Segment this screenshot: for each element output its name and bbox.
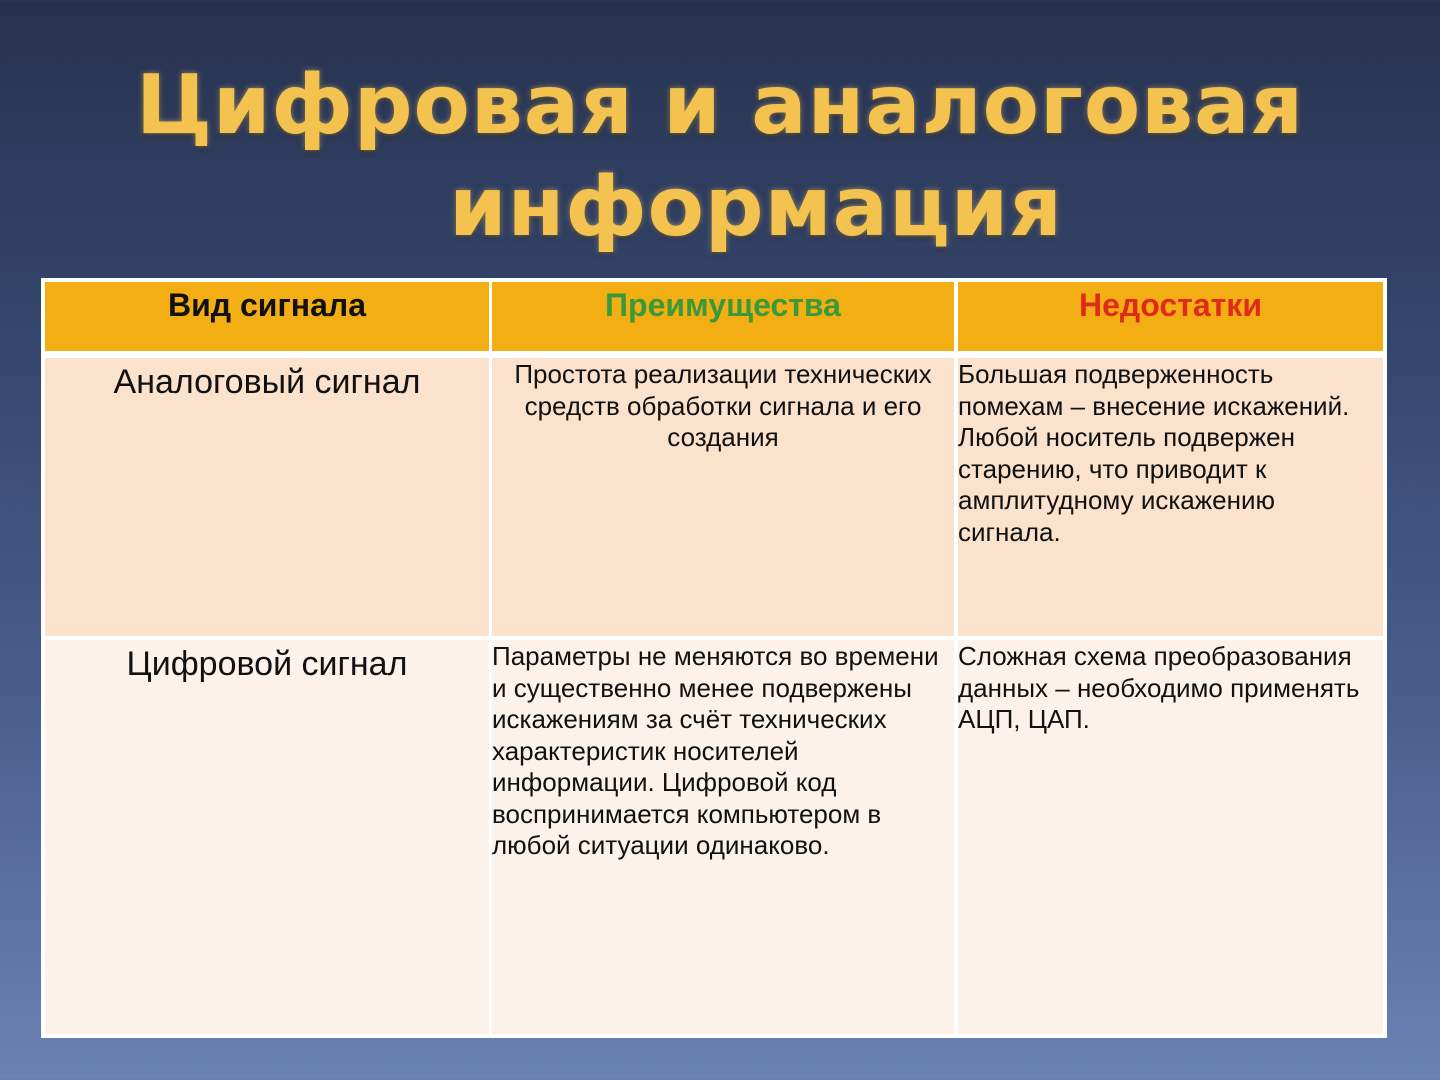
analog-signal-label: Аналоговый сигнал: [113, 363, 421, 401]
digital-disadvantages-text: Сложная схема преобразования данных – необходимо применять АЦП, ЦАП.: [958, 641, 1360, 734]
analog-disadvantages-text: Большая подверженность помехам – внесение искажений. Любой носитель подвержен старению, что приводит к амплитудному искажению сигнала.: [958, 359, 1350, 547]
analog-advantages-cell: [492, 358, 954, 636]
header-disadvantages: [958, 282, 1383, 351]
header-advantages: [492, 282, 954, 351]
slide-title-line-2: информация: [449, 160, 1063, 255]
row-analog-signal: [45, 358, 489, 636]
header-disadvantages-label: Недостатки: [1079, 287, 1262, 323]
slide-title-line-1: Цифровая и аналоговая: [135, 58, 1305, 153]
header-signal-type-label: Вид сигнала: [167, 287, 367, 323]
digital-disadvantages-cell: [958, 640, 1383, 1034]
analog-disadvantages-cell: [958, 358, 1383, 636]
comparison-table: [41, 278, 1387, 1038]
digital-advantages-cell: [492, 640, 954, 1034]
digital-signal-label: Цифровой сигнал: [126, 645, 408, 683]
header-advantages-label: Преимущества: [605, 287, 841, 323]
header-signal-type: [45, 282, 489, 351]
analog-advantages-text: Простота реализации технических средств обработки сигнала и его создания: [514, 359, 932, 452]
row-digital-signal: [45, 640, 489, 1034]
digital-advantages-text: Параметры не меняются во времени и существенно менее подвержены искажениям за счёт технических характеристик носителей информации. Цифровой код воспринимается компьютером в любой ситуации одинаково.: [492, 641, 939, 860]
